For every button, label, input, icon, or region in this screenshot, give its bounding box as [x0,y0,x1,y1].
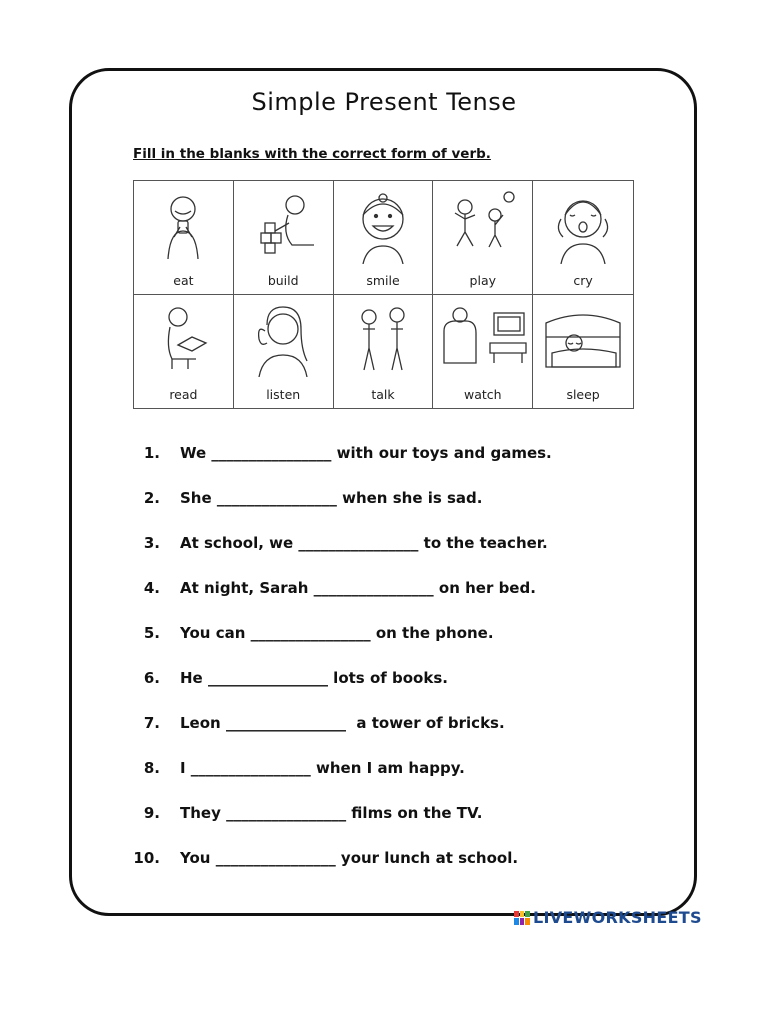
question-text: He ________________ lots of books. [180,669,448,687]
girl-listening-icon [247,303,319,377]
verb-label: read [169,387,198,402]
logo-square [514,911,519,918]
verb-card-talk [334,295,434,409]
verb-label: build [267,272,299,288]
verb-label: listen [266,387,301,402]
question-text: You can ________________ on the phone. [180,624,494,642]
child-sleeping-icon [542,303,624,375]
worksheet-title: Simple Present Tense [251,88,517,116]
question-text: You ________________ your lunch at school. [180,849,519,867]
brand-logo-icon [514,911,530,925]
question-item [0,714,768,744]
question-number: 5. [143,624,160,642]
verb-card-eat [134,181,234,295]
logo-square [525,911,530,918]
question-number: 7. [143,714,160,732]
question-text: At night, Sarah ________________ on her bed. [180,579,536,597]
question-item [0,489,768,519]
logo-square [525,918,530,925]
verb-card-smile [334,181,434,295]
question-item [0,534,768,564]
children-talking-icon [347,303,419,377]
child-crying-icon [547,189,619,264]
verb-card-play [433,181,533,295]
child-building-icon [243,189,323,259]
question-number: 2. [143,489,160,507]
logo-square [520,918,525,925]
verb-card-watch [433,295,533,409]
question-text: We ________________ with our toys and games. [180,444,552,462]
verb-label: watch [463,387,502,402]
verb-card-sleep [533,295,633,409]
question-number: 3. [143,534,160,552]
question-item [0,759,768,789]
verb-card-read [134,295,234,409]
question-text: I ________________ when I am happy. [180,759,465,777]
question-text: Leon ________________ a tower of bricks. [180,714,505,732]
question-number: 10. [133,849,160,867]
verb-picture-grid [133,180,634,409]
question-item [0,579,768,609]
liveworksheets-logo [514,908,702,927]
question-text: At school, we ________________ to the teacher. [180,534,548,552]
question-number: 6. [143,669,160,687]
children-playing-icon [443,189,523,261]
question-item [0,444,768,474]
question-item [0,669,768,699]
question-text: They ________________ films on the TV. [180,804,483,822]
verb-label: sleep [566,387,600,402]
question-number: 4. [143,579,160,597]
logo-square [520,911,525,918]
child-reading-icon [148,303,218,375]
brand-name: LIVEWORKSHEETS [533,908,702,927]
verb-label: eat [173,272,194,288]
verb-label: cry [573,272,593,288]
verb-card-build [234,181,334,295]
question-number: 8. [143,759,160,777]
verb-label: play [469,272,497,288]
verb-card-cry [533,181,633,295]
person-watching-tv-icon [438,303,528,377]
question-number: 9. [143,804,160,822]
question-item [0,624,768,654]
verb-card-listen [234,295,334,409]
verb-label: smile [366,272,400,288]
girl-smiling-icon [348,189,418,264]
logo-square [514,918,519,925]
question-item [0,849,768,879]
child-eating-icon [148,189,218,259]
instruction-text: Fill in the blanks with the correct form of verb. [133,146,491,162]
question-text: She ________________ when she is sad. [180,489,483,507]
verb-label: talk [371,387,395,402]
question-number: 1. [143,444,160,462]
question-item [0,804,768,834]
